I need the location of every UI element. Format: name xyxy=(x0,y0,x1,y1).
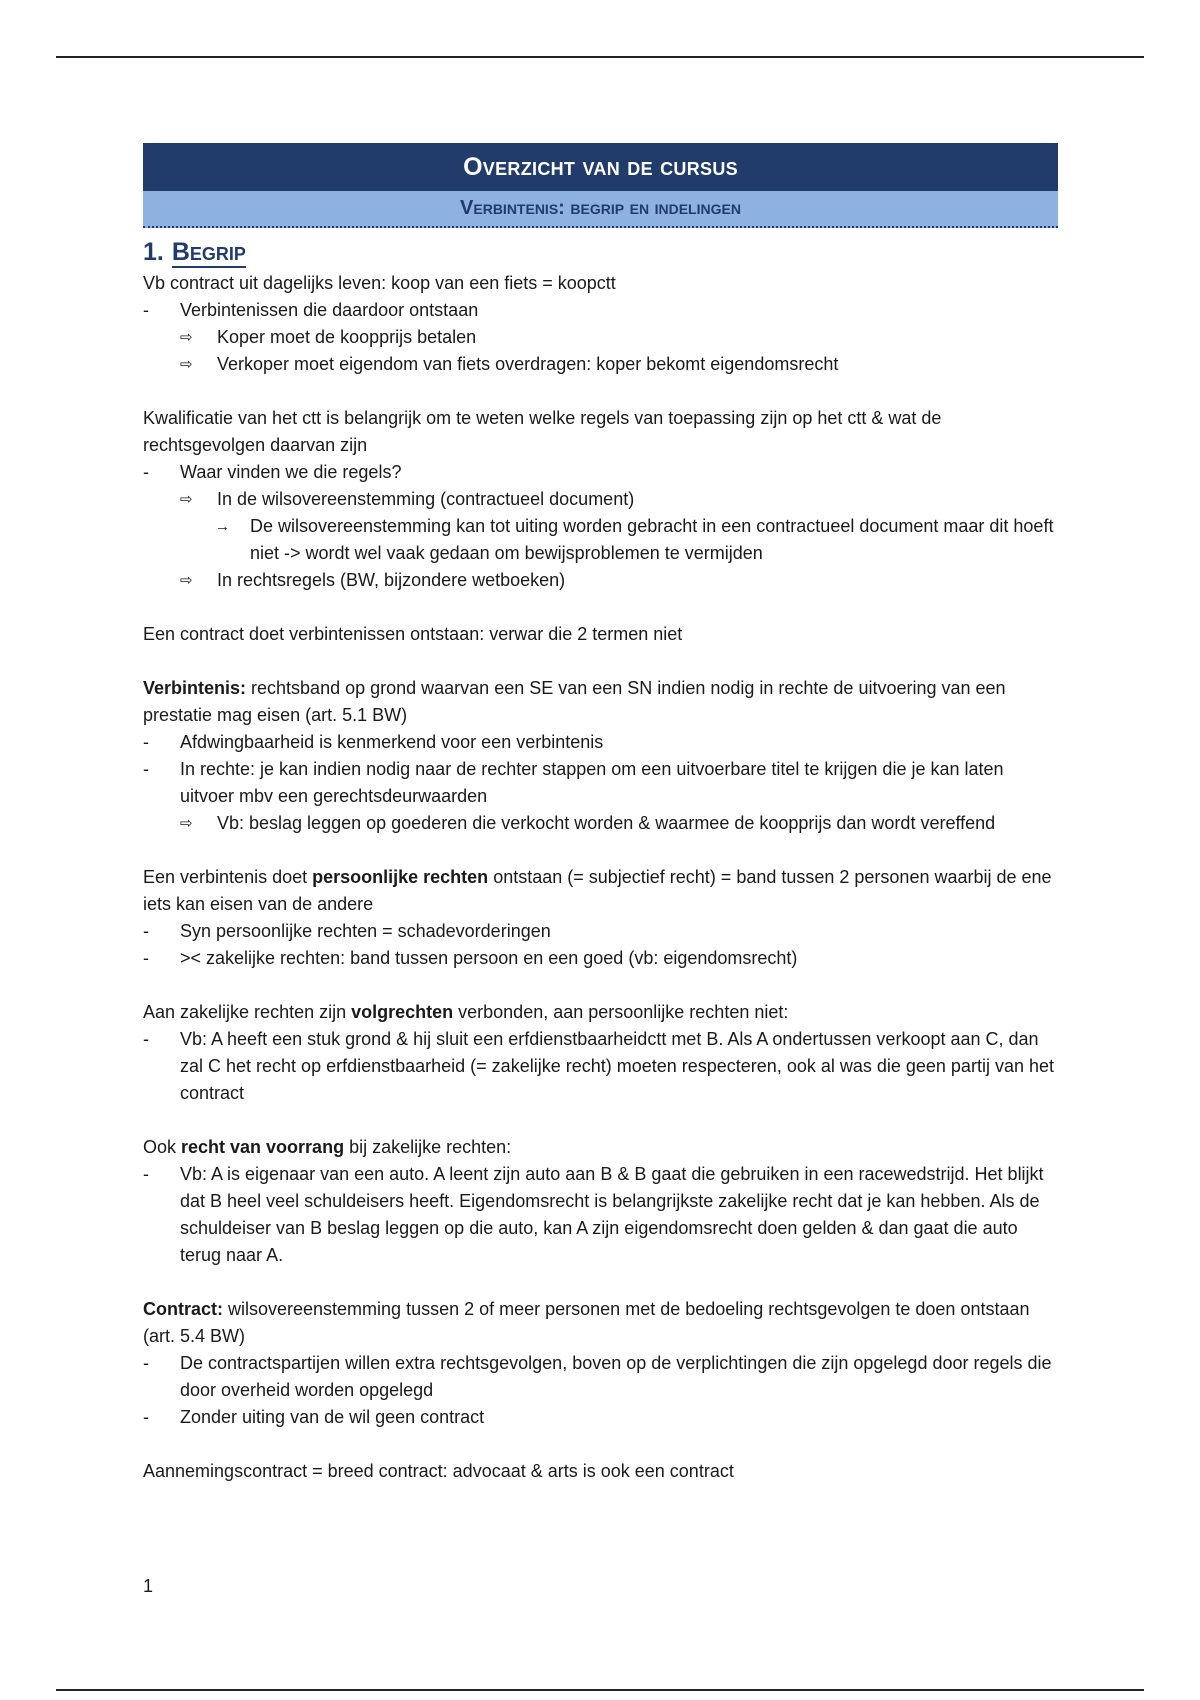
dash-bullet: - xyxy=(143,732,149,752)
dash-bullet: - xyxy=(143,1353,149,1373)
arrow-bullet-icon: ⇨ xyxy=(180,329,193,346)
section-heading xyxy=(143,234,1058,270)
paragraph: Kwalificatie van het ctt is belangrijk om te weten welke regels van toepassing zijn op het ctt & wat de rechtsgevolgen daarvan zijn xyxy=(143,408,942,455)
list-item: - Verbintenissen die daardoor ontstaan xyxy=(143,297,1058,324)
list-item: - Syn persoonlijke rechten = schadevorderingen xyxy=(143,918,1058,945)
list-item: ⇨ Verkoper moet eigendom van fiets overdragen: koper bekomt eigendomsrecht xyxy=(143,351,1058,378)
list-item: → De wilsovereenstemming kan tot uiting worden gebracht in een contractueel document maar dit hoeft niet -> wordt wel vaak gedaan om bewijsproblemen te vermijden xyxy=(143,513,1058,567)
dash-bullet: - xyxy=(143,1407,149,1427)
dash-bullet: - xyxy=(143,921,149,941)
dash-bullet: - xyxy=(143,948,149,968)
arrow-bullet-icon: ⇨ xyxy=(180,815,193,832)
document-title: Overzicht van de cursus xyxy=(143,143,1058,191)
document-subtitle: Verbintenis: begrip en indelingen xyxy=(143,191,1058,228)
arrow-bullet-icon: ⇨ xyxy=(180,572,193,589)
list-item: ⇨ Koper moet de koopprijs betalen xyxy=(143,324,1058,351)
document-body xyxy=(143,270,1058,1485)
arrow-bullet-icon: ⇨ xyxy=(180,491,193,508)
list-item: - Zonder uiting van de wil geen contract xyxy=(143,1404,1058,1431)
dash-bullet: - xyxy=(143,759,149,779)
top-rule xyxy=(56,56,1144,58)
paragraph: Een contract doet verbintenissen ontstaan: verwar die 2 termen niet xyxy=(143,624,683,644)
document-page xyxy=(143,143,1058,1485)
list-item: - In rechte: je kan indien nodig naar de rechter stappen om een uitvoerbare titel te krijgen die je kan laten uitvoer mbv een gerechtsdeurwaarden xyxy=(143,756,1058,810)
dash-bullet: - xyxy=(143,1029,149,1049)
paragraph: Aannemingscontract = breed contract: advocaat & arts is ook een contract xyxy=(143,1461,734,1481)
list-item: ⇨ In rechtsregels (BW, bijzondere wetboeken) xyxy=(143,567,1058,594)
list-item: ⇨ In de wilsovereenstemming (contractueel document) xyxy=(143,486,1058,513)
dash-bullet: - xyxy=(143,300,149,320)
dash-bullet: - xyxy=(143,462,149,482)
paragraph: Aan zakelijke rechten zijn volgrechten verbonden, aan persoonlijke rechten niet: xyxy=(143,1002,789,1022)
list-item: ⇨ Vb: beslag leggen op goederen die verkocht worden & waarmee de koopprijs dan wordt vereffend xyxy=(143,810,1058,837)
list-item: - Waar vinden we die regels? xyxy=(143,459,1058,486)
dash-bullet: - xyxy=(143,1164,149,1184)
page-number: 1 xyxy=(143,1576,154,1596)
list-item: - Vb: A is eigenaar van een auto. A leent zijn auto aan B & B gaat die gebruiken in een racewedstrijd. Het blijkt dat B heel veel schuldeisers heeft. Eigendomsrecht is belangrijkste zakelijke recht dat je kan hebben. Als de schuldeiser van B beslag leggen op die auto, kan A zijn eigendomsrecht doen gelden & dan gaat die auto terug naar A. xyxy=(143,1161,1058,1269)
list-item: - Afdwingbaarheid is kenmerkend voor een verbintenis xyxy=(143,729,1058,756)
paragraph: Ook recht van voorrang bij zakelijke rechten: xyxy=(143,1137,512,1157)
list-item: - De contractspartijen willen extra rechtsgevolgen, boven op de verplichtingen die zijn opgelegd door regels die door overheid worden opgelegd xyxy=(143,1350,1058,1404)
paragraph: Verbintenis: rechtsband op grond waarvan een SE van een SN indien nodig in rechte de uitvoering van een prestatie mag eisen (art. 5.1 BW) xyxy=(143,678,1006,725)
list-item: - Vb: A heeft een stuk grond & hij sluit een erfdienstbaarheidctt met B. Als A ondertussen verkoopt aan C, dan zal C het recht op erfdienstbaarheid (= zakelijke recht) moeten respecteren, ook al was die geen partij van het contract xyxy=(143,1026,1058,1107)
arrow-bullet-icon: ⇨ xyxy=(180,356,193,373)
section-number: 1. xyxy=(143,238,164,266)
bottom-rule xyxy=(56,1689,1144,1691)
paragraph: Contract: wilsovereenstemming tussen 2 of meer personen met de bedoeling rechtsgevolgen te doen ontstaan (art. 5.4 BW) xyxy=(143,1299,1030,1346)
section-title: Begrip xyxy=(171,238,246,266)
paragraph: Vb contract uit dagelijks leven: koop van een fiets = koopctt xyxy=(143,273,616,293)
list-item: - >< zakelijke rechten: band tussen persoon en een goed (vb: eigendomsrecht) xyxy=(143,945,1058,972)
small-arrow-icon: → xyxy=(215,518,230,535)
paragraph: Een verbintenis doet persoonlijke rechten ontstaan (= subjectief recht) = band tussen 2 personen waarbij de ene iets kan eisen van de andere xyxy=(143,867,1052,914)
